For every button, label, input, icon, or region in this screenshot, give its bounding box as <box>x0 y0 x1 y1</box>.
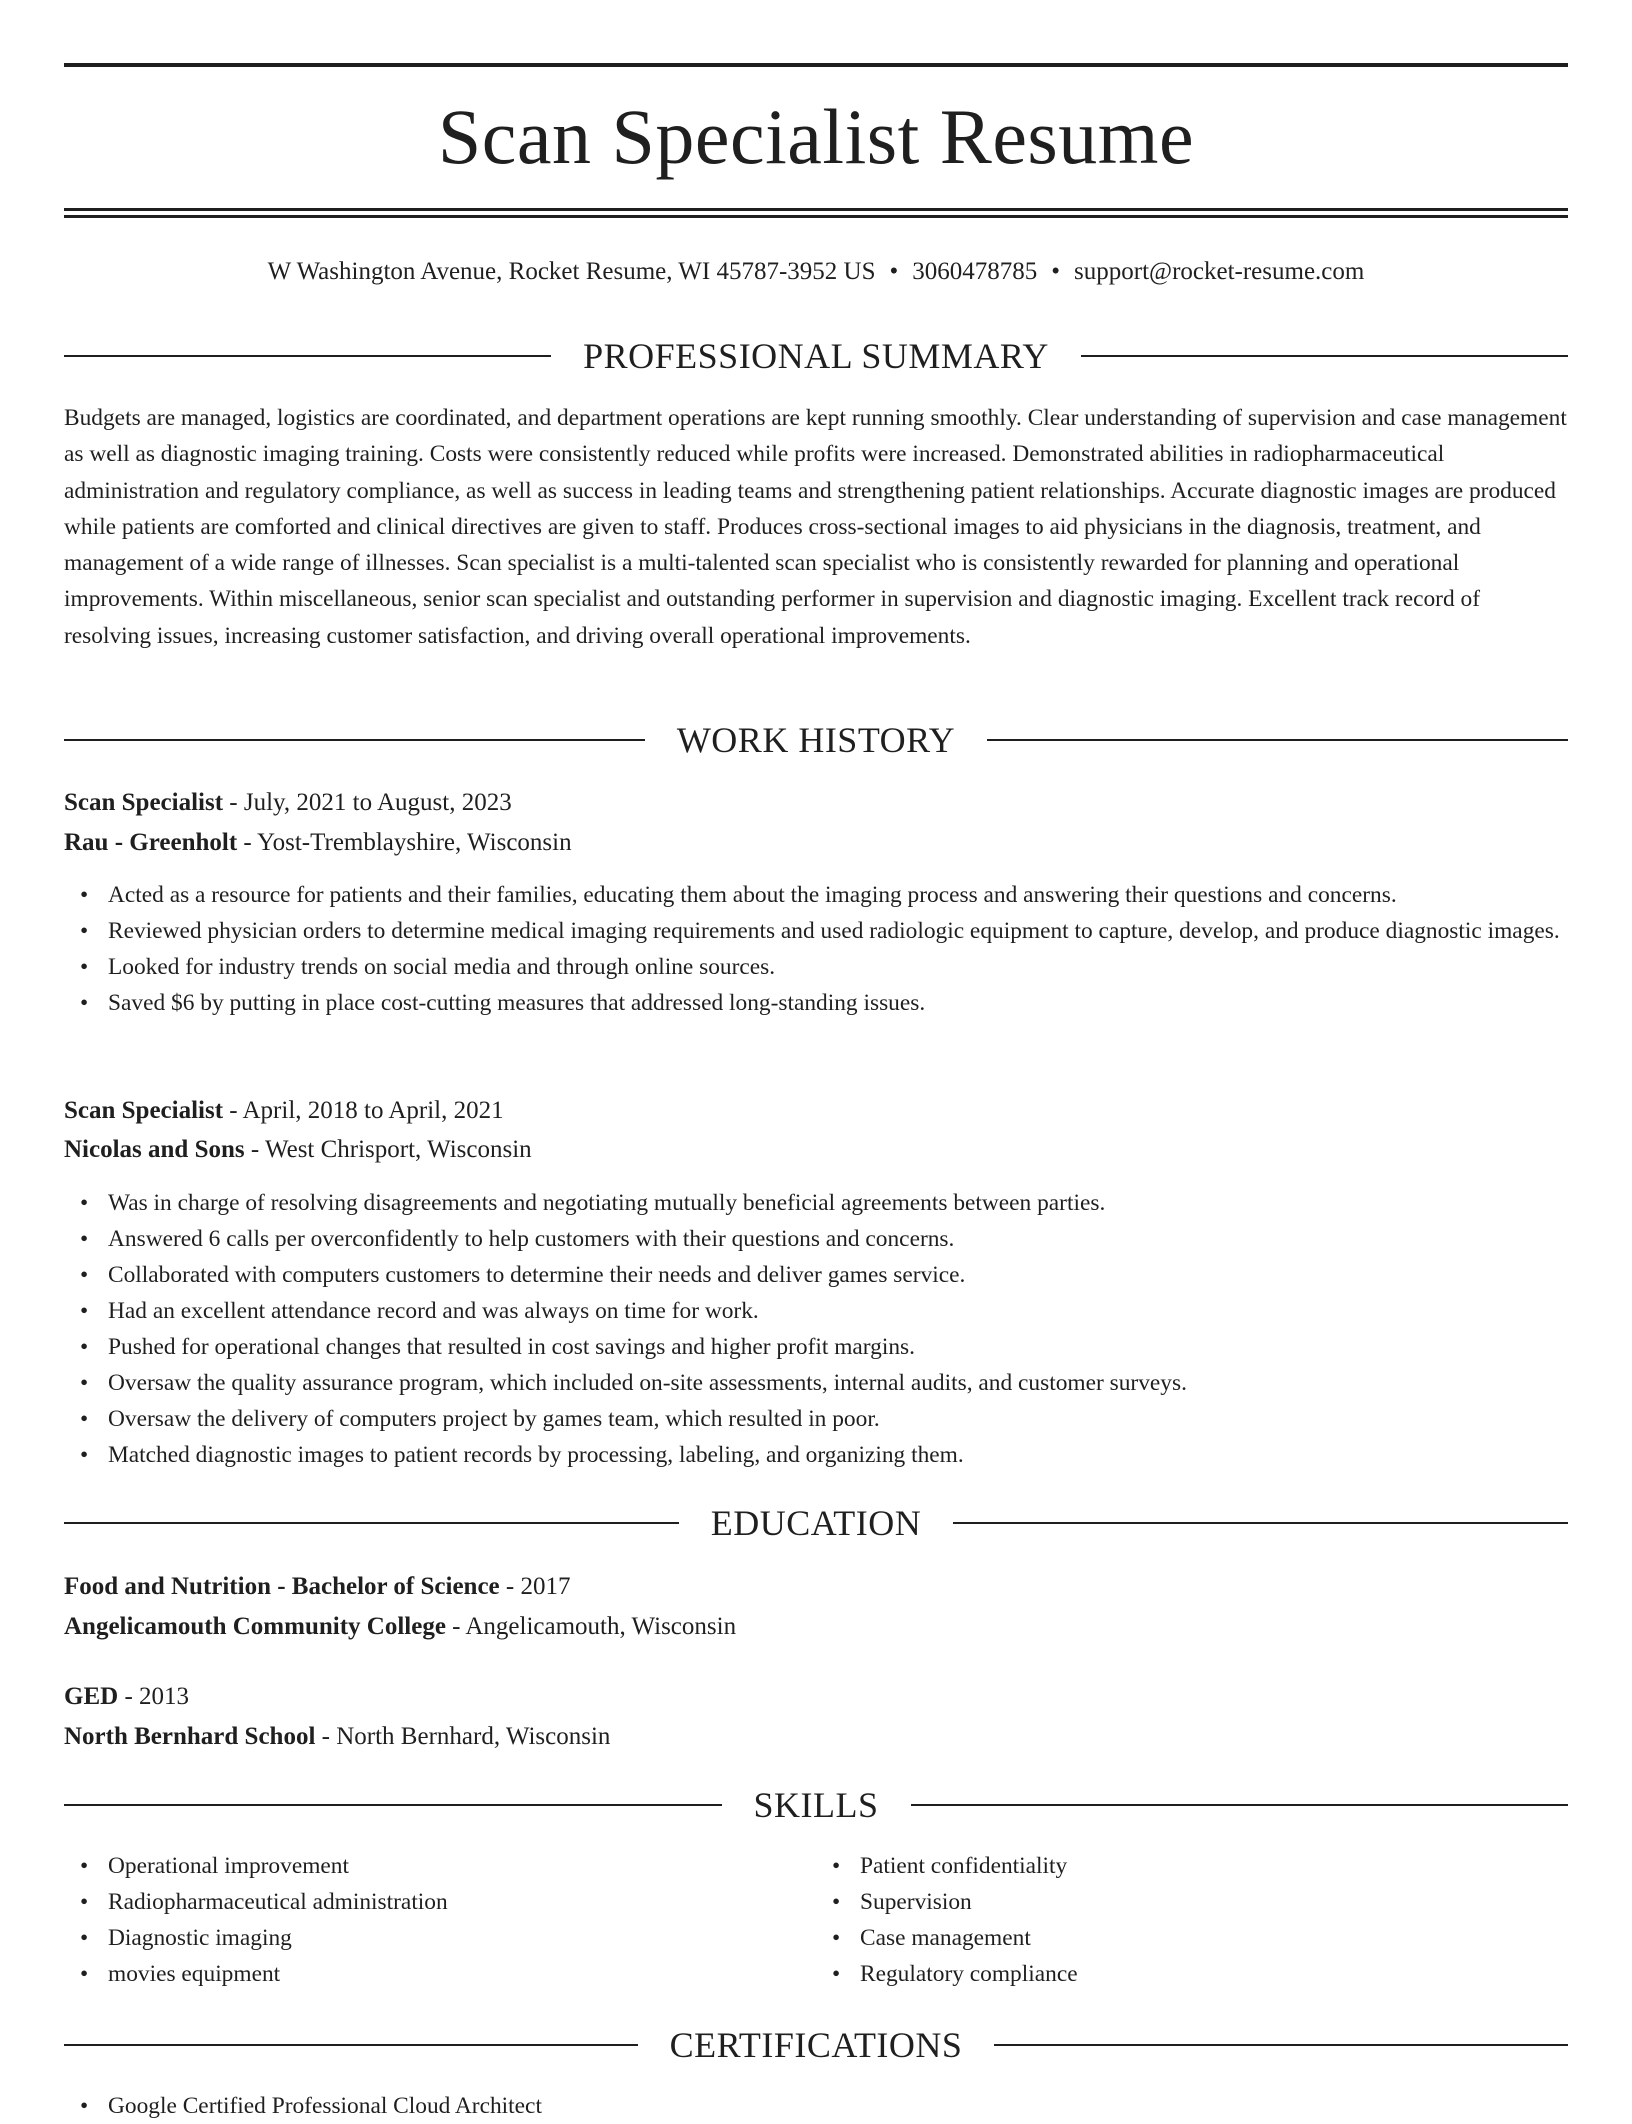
skill-item: • Supervision <box>860 1884 1568 1920</box>
section-rule <box>911 1804 1569 1806</box>
education-school: Angelicamouth Community College <box>64 1613 446 1640</box>
list-item: • Looked for industry trends on social media and through online sources. <box>108 949 1612 985</box>
section-rule <box>64 2044 638 2046</box>
section-label: CERTIFICATIONS <box>669 2025 963 2065</box>
section-title-work <box>64 718 1568 762</box>
job-title-line <box>64 785 1568 821</box>
education-location: - Angelicamouth, Wisconsin <box>445 1613 737 1640</box>
header-rule-upper <box>64 208 1568 211</box>
contact-phone: 3060478785 <box>912 258 1038 285</box>
certifications-list <box>64 2088 1612 2124</box>
contact-email: support@rocket-resume.com <box>1074 258 1365 285</box>
skills-list-left <box>64 1848 816 1992</box>
header-top-rule <box>64 63 1568 67</box>
education-school-line <box>64 1609 1568 1645</box>
section-rule <box>1081 355 1568 357</box>
section-rule <box>64 1804 722 1806</box>
job-bullets <box>64 1185 1612 1473</box>
section-label: PROFESSIONAL SUMMARY <box>583 336 1049 376</box>
job-location: - West Chrisport, Wisconsin <box>244 1136 532 1163</box>
job-role: Scan Specialist <box>64 789 224 816</box>
section-title-skills <box>64 1783 1568 1827</box>
section-rule <box>953 1522 1568 1524</box>
education-degree-line <box>64 1679 1568 1715</box>
skill-item: • Radiopharmaceutical administration <box>108 1884 816 1920</box>
contact-address: W Washington Avenue, Rocket Resume, WI 45787-3952 US <box>267 258 876 285</box>
certification-item: • Google Certified Professional Cloud Architect <box>108 2088 1612 2124</box>
section-rule <box>987 739 1568 741</box>
job-role: Scan Specialist <box>64 1097 224 1124</box>
section-label: SKILLS <box>753 1785 879 1825</box>
contact-separator: • <box>1051 258 1061 285</box>
education-school-line <box>64 1719 1568 1755</box>
education-location: - North Bernhard, Wisconsin <box>315 1723 611 1750</box>
section-label: WORK HISTORY <box>676 720 956 760</box>
job-title-line <box>64 1093 1568 1129</box>
resume-title: Scan Specialist Resume <box>437 93 1195 180</box>
list-item: • Saved $6 by putting in place cost-cutting measures that addressed long-standing issues. <box>108 985 1612 1021</box>
section-rule <box>64 739 645 741</box>
education-year: - 2017 <box>499 1573 571 1600</box>
section-rule <box>64 355 551 357</box>
list-item: • Was in charge of resolving disagreements and negotiating mutually beneficial agreements between parties. <box>108 1185 1612 1221</box>
section-rule <box>994 2044 1568 2046</box>
education-degree-line <box>64 1569 1568 1605</box>
job-company-line <box>64 825 1568 861</box>
job-dates: - July, 2021 to August, 2023 <box>223 789 512 816</box>
job-company-line <box>64 1132 1568 1168</box>
skill-item: • Diagnostic imaging <box>108 1920 816 1956</box>
list-item: • Matched diagnostic images to patient records by processing, labeling, and organizing them. <box>108 1437 1612 1473</box>
education-degree: Food and Nutrition - Bachelor of Science <box>64 1573 500 1600</box>
education-school: North Bernhard School <box>64 1723 316 1750</box>
skill-item: • Patient confidentiality <box>860 1848 1568 1884</box>
contact-line <box>0 254 1632 290</box>
education-degree: GED <box>64 1683 119 1710</box>
header-rule-lower <box>64 215 1568 218</box>
education-year: - 2013 <box>118 1683 190 1710</box>
contact-separator: • <box>889 258 899 285</box>
list-item: • Collaborated with computers customers to determine their needs and deliver games service. <box>108 1257 1612 1293</box>
list-item: • Had an excellent attendance record and was always on time for work. <box>108 1293 1612 1329</box>
job-location: - Yost-Tremblayshire, Wisconsin <box>237 829 572 856</box>
list-item: • Pushed for operational changes that resulted in cost savings and higher profit margins. <box>108 1329 1612 1365</box>
section-title-summary <box>64 334 1568 378</box>
list-item: • Answered 6 calls per overconfidently to help customers with their questions and concerns. <box>108 1221 1612 1257</box>
list-item: • Acted as a resource for patients and their families, educating them about the imaging process and answering their questions and concerns. <box>108 877 1612 913</box>
skills-grid <box>64 1848 1568 1992</box>
job-company: Rau - Greenholt <box>64 829 238 856</box>
job-company: Nicolas and Sons <box>64 1136 245 1163</box>
skill-item: • Case management <box>860 1920 1568 1956</box>
skill-item: • Operational improvement <box>108 1848 816 1884</box>
section-rule <box>64 1522 679 1524</box>
list-item: • Oversaw the quality assurance program, which included on-site assessments, internal audits, and customer surveys. <box>108 1365 1612 1401</box>
skill-item: • Regulatory compliance <box>860 1956 1568 1992</box>
job-dates: - April, 2018 to April, 2021 <box>223 1097 504 1124</box>
list-item: • Reviewed physician orders to determine medical imaging requirements and used radiologic equipment to capture, develop, and produce diagnostic images. <box>108 913 1612 949</box>
summary-text: Budgets are managed, logistics are coordinated, and department operations are kept running smoothly. Clear understanding of supervision and case management as well as diagnostic imaging training. Costs were consistently reduced while profits were increased. Demonstrated abilities in radiopharmaceutical administration and regulatory compliance, as well as success in leading teams and strengthening patient relationships. Accurate diagnostic images are produced while patients are comforted and clinical directives are given to staff. Produces cross-sectional images to aid physicians in the diagnosis, treatment, and management of a wide range of illnesses. Scan specialist is a multi-talented scan specialist who is consistently rewarded for planning and operational improvements. Within miscellaneous, senior scan specialist and outstanding performer in supervision and diagnostic imaging. Excellent track record of resolving issues, increasing customer satisfaction, and driving overall operational improvements. <box>64 405 1567 649</box>
skills-list-right <box>816 1848 1568 1992</box>
section-title-certifications <box>64 2023 1568 2067</box>
skill-item: • movies equipment <box>108 1956 816 1992</box>
list-item: • Oversaw the delivery of computers project by games team, which resulted in poor. <box>108 1401 1612 1437</box>
section-label: EDUCATION <box>710 1503 922 1543</box>
job-bullets <box>64 877 1612 1021</box>
section-title-education <box>64 1501 1568 1545</box>
